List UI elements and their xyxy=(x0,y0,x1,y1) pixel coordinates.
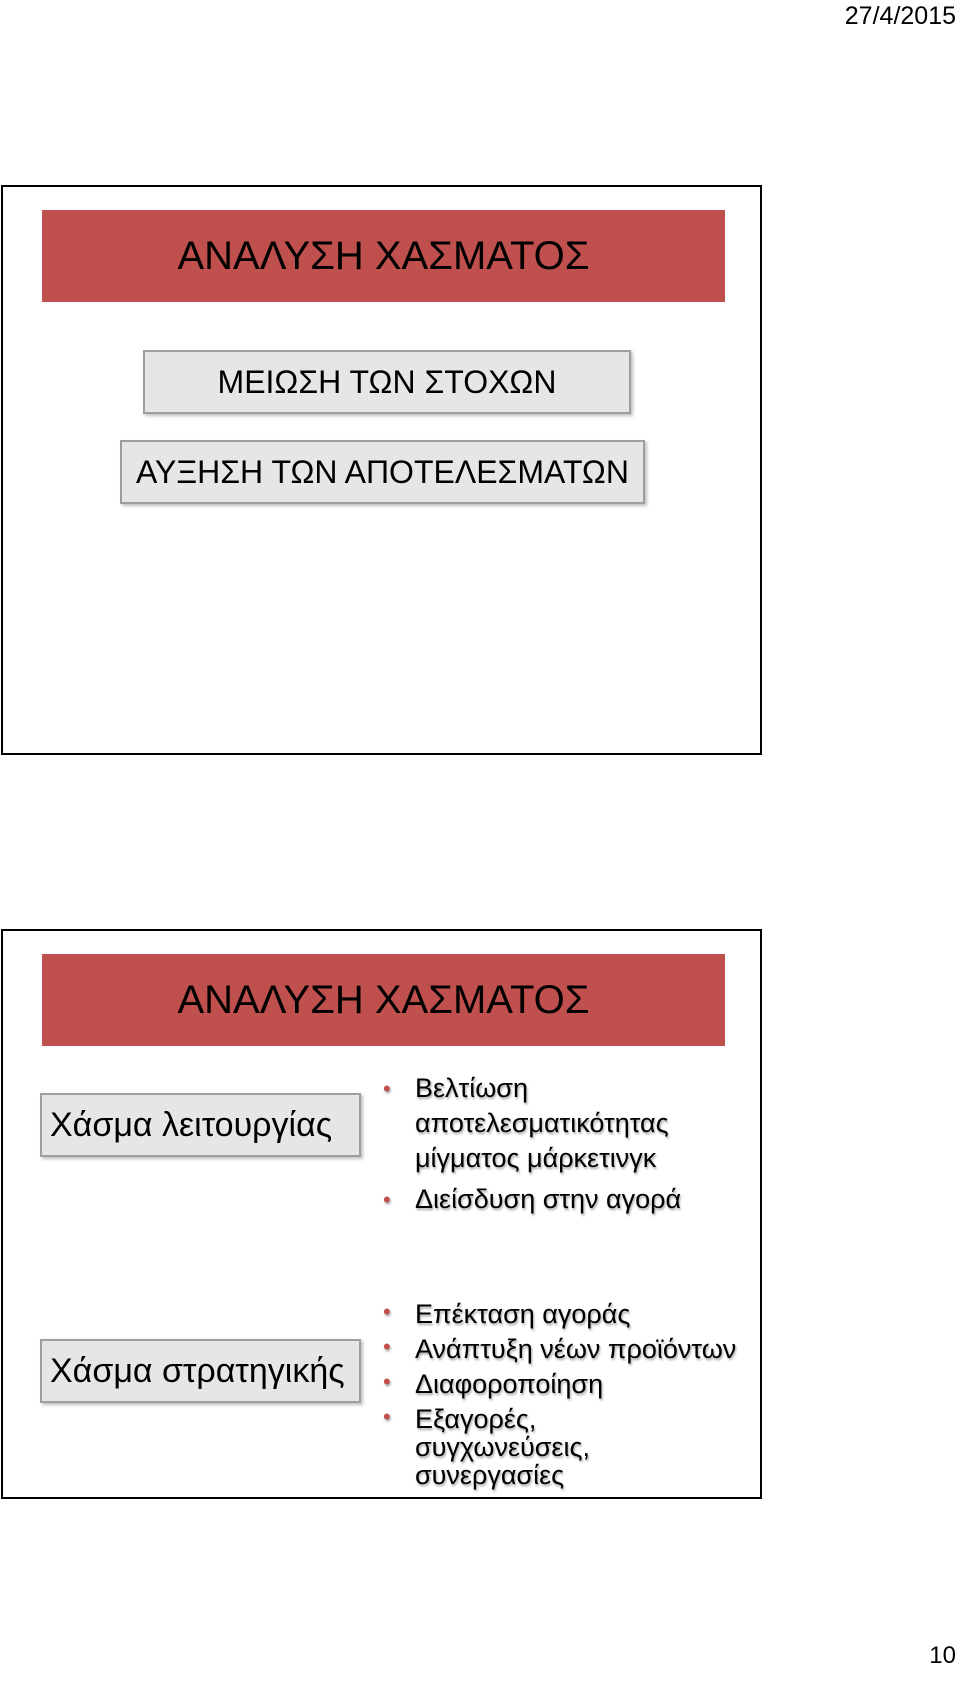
page-date: 27/4/2015 xyxy=(844,2,956,30)
slide-title: ΑΝΑΛΥΣΗ ΧΑΣΜΑΤΟΣ xyxy=(42,210,725,302)
list-item-text: Επέκταση αγοράς xyxy=(415,1299,631,1329)
list-item-text: Εξαγορές, συγχωνεύσεις, συνεργασίες xyxy=(415,1404,590,1490)
operational-gap-list xyxy=(383,1071,685,1217)
operational-gap-box: Χάσμα λειτουργίας xyxy=(40,1093,361,1157)
list-item xyxy=(383,1405,736,1489)
slide-gap-analysis-2 xyxy=(1,929,762,1499)
reduce-targets-box: ΜΕΙΩΣΗ ΤΩΝ ΣΤΟΧΩΝ xyxy=(143,350,631,414)
page-number: 10 xyxy=(929,1642,956,1669)
bullet-icon: • xyxy=(383,1076,391,1101)
increase-results-box: ΑΥΞΗΣΗ ΤΩΝ ΑΠΟΤΕΛΕΣΜΑΤΩΝ xyxy=(120,440,645,504)
slide-title: ΑΝΑΛΥΣΗ ΧΑΣΜΑΤΟΣ xyxy=(42,954,725,1046)
list-item xyxy=(383,1071,685,1176)
strategic-gap-box: Χάσμα στρατηγικής xyxy=(40,1339,361,1403)
list-item-text: Ανάπτυξη νέων προϊόντων xyxy=(415,1334,737,1364)
bullet-icon: • xyxy=(383,1369,391,1394)
bullet-icon: • xyxy=(383,1187,391,1212)
list-item xyxy=(383,1300,736,1328)
list-item xyxy=(383,1335,736,1363)
list-item-text: Διείσδυση στην αγορά xyxy=(415,1184,682,1214)
bullet-icon: • xyxy=(383,1404,391,1429)
list-item xyxy=(383,1370,736,1398)
bullet-icon: • xyxy=(383,1334,391,1359)
list-item-text: Διαφοροποίηση xyxy=(415,1369,604,1399)
list-item-text: Βελτίωση αποτελεσματικότητας μίγματος μάρκετινγκ xyxy=(415,1073,669,1173)
list-item xyxy=(383,1182,685,1217)
bullet-icon: • xyxy=(383,1299,391,1324)
slide-gap-analysis-1 xyxy=(1,185,762,755)
strategic-gap-list xyxy=(383,1300,736,1489)
